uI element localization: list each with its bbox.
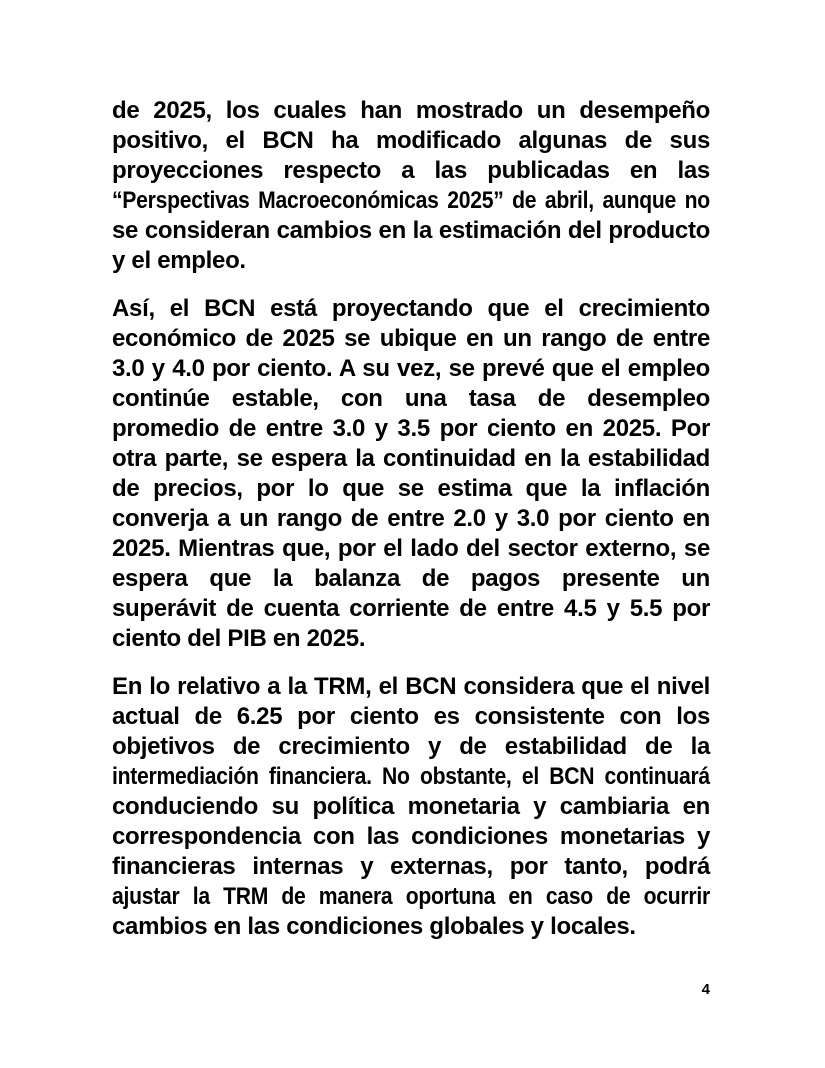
text-line: actual de 6.25 por ciento es consistente con los xyxy=(112,703,710,730)
text-line: de precios, por lo que se estima que la inflación xyxy=(112,475,710,502)
text-line: promedio de entre 3.0 y 3.5 por ciento en 2025. Por xyxy=(112,415,710,442)
paragraph-3 xyxy=(112,672,710,942)
text-line: continúe estable, con una tasa de desempleo xyxy=(112,385,710,412)
text-line: espera que la balanza de pagos presente un xyxy=(112,565,710,592)
text-line: y el empleo. xyxy=(112,247,246,274)
text-line: Así, el BCN está proyectando que el crecimiento xyxy=(112,295,710,322)
text-content xyxy=(112,96,710,960)
paragraph-2 xyxy=(112,294,710,654)
text-line: ajustar la TRM de manera oportuna en caso de ocurrir xyxy=(112,883,710,910)
text-line: otra parte, se espera la continuidad en la estabilidad xyxy=(112,445,710,472)
text-line: proyecciones respecto a las publicadas en las xyxy=(112,157,710,184)
text-line: 2025. Mientras que, por el lado del sector externo, se xyxy=(112,535,710,562)
text-line: positivo, el BCN ha modificado algunas de sus xyxy=(112,127,710,154)
text-line: 3.0 y 4.0 por ciento. A su vez, se prevé que el empleo xyxy=(112,355,710,382)
text-line: correspondencia con las condiciones monetarias y xyxy=(112,823,710,850)
text-line: financieras internas y externas, por tanto, podrá xyxy=(112,853,710,880)
text-line: cambios en las condiciones globales y locales. xyxy=(112,913,636,940)
text-line: superávit de cuenta corriente de entre 4.5 y 5.5 por xyxy=(112,595,710,622)
text-line: converja a un rango de entre 2.0 y 3.0 por ciento en xyxy=(112,505,710,532)
text-line: “Perspectivas Macroeconómicas 2025” de abril, aunque no xyxy=(112,187,710,214)
text-line: de 2025, los cuales han mostrado un desempeño xyxy=(112,97,710,124)
page-number: 4 xyxy=(701,981,710,998)
text-line: intermediación financiera. No obstante, el BCN continuará xyxy=(112,763,710,790)
text-line: conduciendo su política monetaria y cambiaria en xyxy=(112,793,710,820)
text-line: En lo relativo a la TRM, el BCN considera que el nivel xyxy=(112,673,710,700)
paragraph-1 xyxy=(112,96,710,276)
text-line: se consideran cambios en la estimación del producto xyxy=(112,217,710,244)
text-line: económico de 2025 se ubique en un rango de entre xyxy=(112,325,710,352)
text-line: objetivos de crecimiento y de estabilidad de la xyxy=(112,733,710,760)
text-line: ciento del PIB en 2025. xyxy=(112,625,366,652)
